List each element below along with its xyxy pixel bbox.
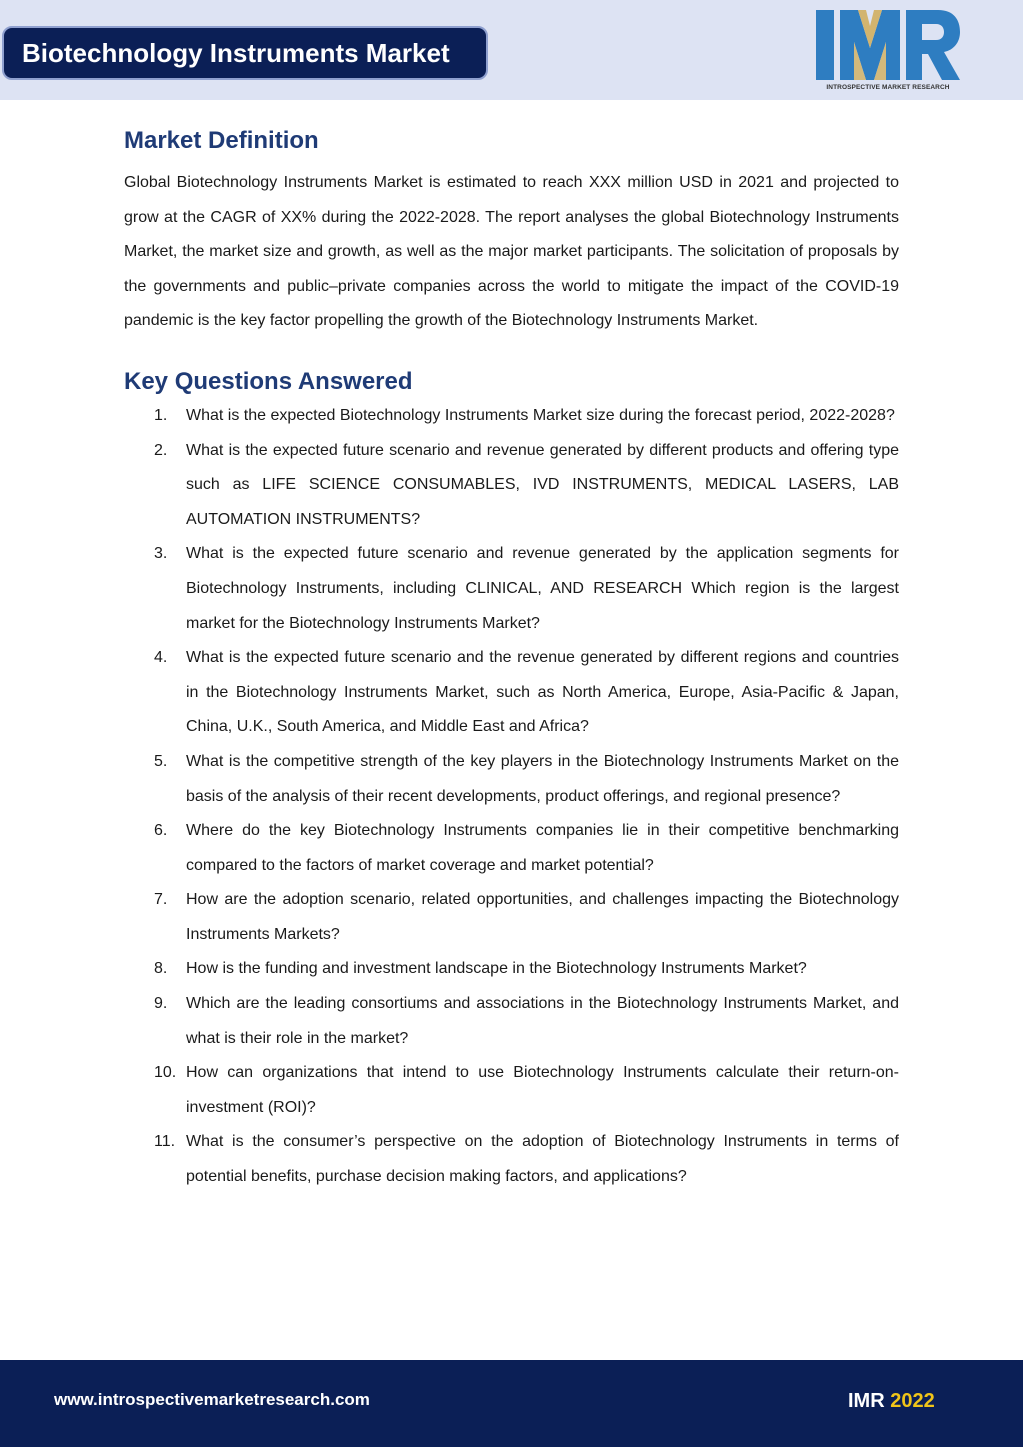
list-item-number: 5. [154,752,168,770]
list-item [124,1125,899,1194]
list-item-text: How is the funding and investment landscape in the Biotechnology Instruments Market? [186,960,807,978]
list-item-number: 6. [154,822,168,840]
key-questions-list [124,399,899,1195]
list-item-text: Which are the leading consortiums and associations in the Biotechnology Instruments Market, and what is their role in the market? [186,995,899,1047]
list-item-text: How can organizations that intend to use Biotechnology Instruments calculate their return-on-investment (ROI)? [186,1064,899,1116]
list-item-text: What is the consumer’s perspective on the adoption of Biotechnology Instruments in terms of potential benefits, purchase decision making factors, and applications? [186,1133,899,1186]
list-item [124,814,899,883]
list-item-text: What is the expected Biotechnology Instruments Market size during the forecast period, 2022-2028? [186,406,895,424]
list-item-text: What is the expected future scenario and revenue generated by the application segments for Biotechnology Instruments, including CLINICAL, AND RESEARCH Which region is the largest market for the Biotechnology Instruments Market? [186,545,899,632]
key-questions-heading: Key Questions Answered [124,367,413,395]
list-item-text: What is the competitive strength of the key players in the Biotechnology Instruments Market on the basis of the analysis of their recent developments, product offerings, and regional presence? [186,752,899,805]
list-item-number: 3. [154,545,168,563]
list-item-number: 10. [154,1064,177,1082]
list-item-number: 4. [154,649,168,667]
list-item [124,987,899,1056]
list-item-number: 11. [154,1133,176,1151]
footer-year: 2022 [890,1390,935,1412]
list-item [124,745,899,814]
imr-logo-mark [814,8,962,84]
list-item-number: 8. [154,960,168,978]
list-item-number: 9. [154,995,168,1013]
imr-logo [814,8,962,96]
list-item [124,399,899,434]
main-content [124,124,899,1195]
list-item [124,1056,899,1125]
footer-brand [848,1390,935,1413]
logo-tagline: INTROSPECTIVE MARKET RESEARCH [826,84,950,91]
footer-brand-name: IMR [848,1390,885,1412]
list-item-text: What is the expected future scenario and revenue generated by different products and offering type such as LIFE SCIENCE CONSUMABLES, IVD INSTRUMENTS, MEDICAL LASERS, LAB AUTOMATION INSTRUMENTS? [186,441,899,528]
list-item [124,641,899,745]
list-item-text: What is the expected future scenario and the revenue generated by different regions and countries in the Biotechnology Instruments Market, such as North America, Europe, Asia-Pacific & Japan, China, U.K., South America, and Middle East and Africa? [186,649,899,736]
list-item [124,537,899,641]
header-band [0,0,1023,100]
list-item-number: 1. [154,406,168,424]
page-title: Biotechnology Instruments Market [2,26,488,80]
list-item-text: How are the adoption scenario, related opportunities, and challenges impacting the Biotechnology Instruments Markets? [186,891,899,943]
list-item-number: 7. [154,891,168,909]
market-definition-heading: Market Definition [124,127,319,154]
list-item [124,952,899,987]
list-item [124,434,899,538]
list-item-text: Where do the key Biotechnology Instruments companies lie in their competitive benchmarking compared to the factors of market coverage and market potential? [186,822,899,874]
market-definition-body: Global Biotechnology Instruments Market is estimated to reach XXX million USD in 2021 and projected to grow at the CAGR of XX% during the 2022-2028. The report analyses the global Biotechnology Instruments Market, the market size and growth, as well as the major market participants. The solicitation of proposals by the governments and public–private companies across the world to mitigate the impact of the COVID-19 pandemic is the key factor propelling the growth of the Biotechnology Instruments Market. [124,174,899,330]
footer-band [0,1360,1023,1447]
list-item-number: 2. [154,441,168,459]
website-link[interactable]: www.introspectivemarketresearch.com [54,1390,370,1409]
list-item [124,883,899,952]
